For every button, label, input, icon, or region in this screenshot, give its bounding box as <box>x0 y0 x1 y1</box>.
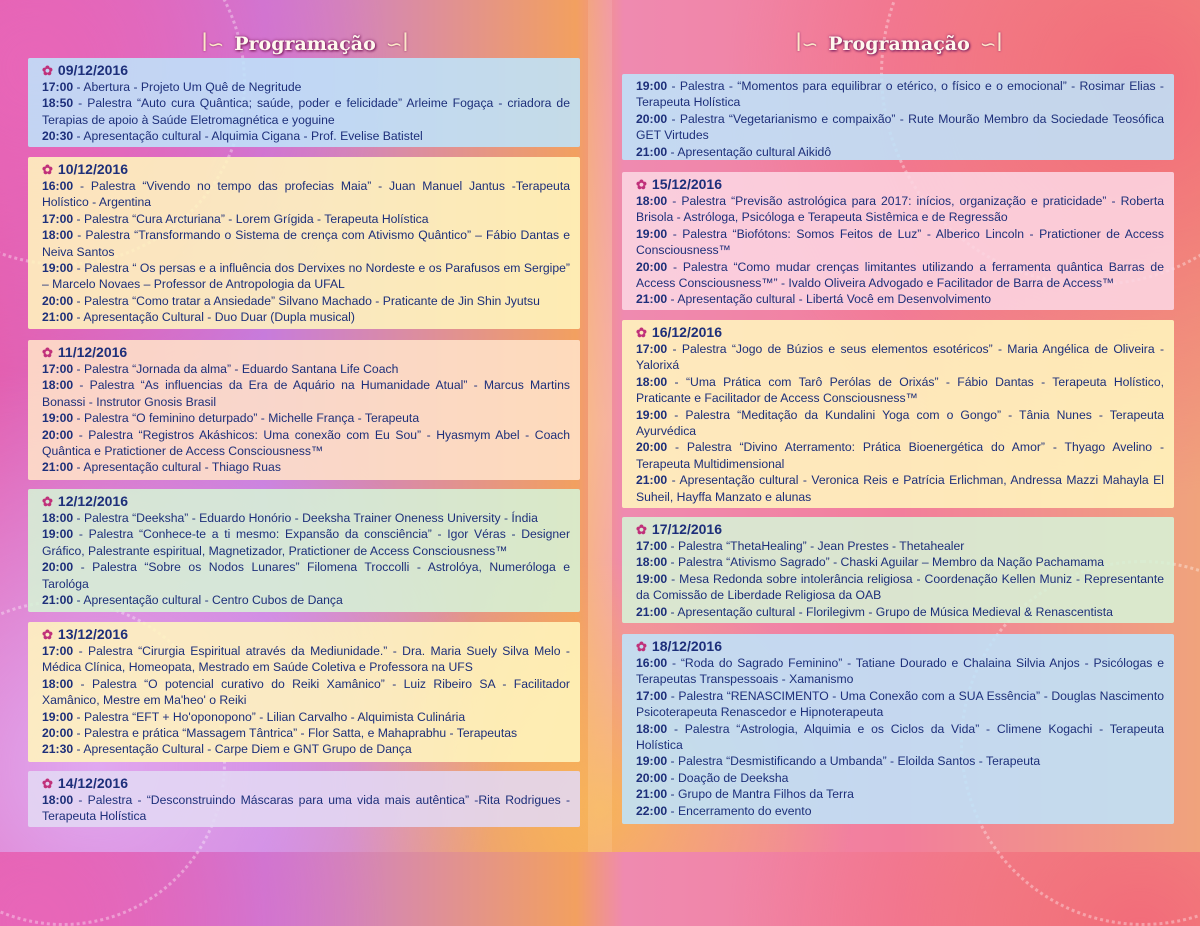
schedule-entry: 18:00 - Palestra “O potencial curativo do Reiki Xamânico” - Luiz Ribeiro SA - Facilitador Xamânico, Mestre em Ma'heo' o Reiki <box>42 676 570 708</box>
swirl-ornament-icon: ∽ꟾ <box>979 33 1003 56</box>
schedule-entry: 17:00 - Abertura - Projeto Um Quê de Negritude <box>42 80 302 94</box>
swirl-ornament-icon: ꟾ∽ <box>201 33 225 56</box>
schedule-entry: 17:00 - Palestra “ThetaHealing” - Jean Prestes - Thetahealer <box>636 539 965 553</box>
left-heading-title: Programação <box>234 33 376 55</box>
schedule-entry: 22:00 - Encerramento do evento <box>636 803 812 818</box>
schedule-entry: 20:00 - Palestra e prática “Massagem Tântrica” - Flor Satta, e Mahaprabhu - Terapeutas <box>42 726 518 741</box>
left-heading <box>28 30 582 58</box>
day-block <box>622 320 1174 508</box>
schedule-entry: 19:00 - Palestra “ Os persas e a influência dos Dervixes no Nordeste e os Parafusos em Sergipe” – Marcelo Novaes – Professor de Antropologia da UFAL <box>42 261 570 292</box>
day-block <box>28 58 580 147</box>
schedule-entry: 21:00 - Apresentação cultural - Florilegivm - Grupo de Música Medieval & Renascentista <box>636 604 1113 619</box>
center-ornament-divider <box>588 0 612 852</box>
day-block <box>28 622 580 762</box>
day-block <box>622 74 1174 160</box>
schedule-entry: 18:00 - Palestra “Deeksha” - Eduardo Honório - Deeksha Trainer Oneness University - Índia <box>42 511 538 525</box>
schedule-entry: 20:00 - Palestra “Divino Aterramento: Prática Bioenergética do Amor” - Thyago Avelino - Terapeuta Multidimensional <box>636 440 1164 471</box>
day-block <box>28 340 580 480</box>
schedule-entry: 18:00 - Palestra “As influencias da Era de Aquário na Humanidade Atual” - Marcus Martins Bonassi - Instrutor Gnosis Brasil <box>42 378 570 409</box>
day-date: ✿ 17/12/2016 <box>636 521 722 537</box>
flower-icon: ✿ <box>42 494 53 509</box>
day-block <box>28 771 580 827</box>
day-date: ✿ 15/12/2016 <box>636 176 722 192</box>
flower-icon: ✿ <box>42 162 53 177</box>
schedule-entry: 16:00 - “Roda do Sagrado Feminino” - Tatiane Dourado e Chalaina Silvia Anjos - Psicólogas e Terapeutas Transpessoais - Xamanismo <box>636 656 1164 687</box>
schedule-entry: 19:00 - Mesa Redonda sobre intolerância religiosa - Coordenação Kellen Muniz - Representante da Comissão de Liberdade Religiosa da OAB <box>636 571 1164 603</box>
right-heading-title: Programação <box>828 33 970 55</box>
schedule-entry: 17:00 - Palestra “Cura Arcturiana” - Lorem Grígida - Terapeuta Holística <box>42 211 429 226</box>
schedule-entry: 21:30 - Apresentação Cultural - Carpe Diem e GNT Grupo de Dança <box>42 742 412 757</box>
schedule-entry: 19:00 - Palestra “EFT + Ho'oponopono” - Lilian Carvalho - Alquimista Culinária <box>42 709 466 724</box>
flower-icon: ✿ <box>636 522 647 537</box>
schedule-entry: 20:00 - Doação de Deeksha <box>636 770 789 785</box>
schedule-entry: 20:30 - Apresentação cultural - Alquimia Cigana - Prof. Evelise Batistel <box>42 129 423 144</box>
day-date: ✿ 16/12/2016 <box>636 324 722 340</box>
flower-icon: ✿ <box>42 63 53 78</box>
day-block <box>622 634 1174 824</box>
schedule-entry: 21:00 - Grupo de Mantra Filhos da Terra <box>636 787 854 802</box>
right-heading <box>622 30 1176 58</box>
schedule-entry: 21:00 - Apresentação Cultural - Duo Duar (Dupla musical) <box>42 310 355 325</box>
schedule-entry: 21:00 - Apresentação cultural Aikidô <box>636 144 832 159</box>
schedule-entry: 21:00 - Apresentação cultural - Thiago Ruas <box>42 460 281 475</box>
day-block <box>622 517 1174 623</box>
schedule-entry: 17:00 - Palestra “Jornada da alma” - Eduardo Santana Life Coach <box>42 362 399 376</box>
day-date: ✿ 11/12/2016 <box>42 344 128 360</box>
schedule-entry: 18:00 - “Uma Prática com Tarô Perólas de Orixás” - Fábio Dantas - Terapeuta Holístico, Praticante e Facilitador de Access Consciousness™ <box>636 374 1164 406</box>
schedule-entry: 19:00 - Palestra - “Momentos para equilibrar o etérico, o físico e o emocional” - Rosimar Elias - Terapeuta Holística <box>636 79 1164 110</box>
schedule-entry: 18:00 - Palestra “Previsão astrológica para 2017: inícios, organização e praticidade” - Roberta Brisola - Astróloga, Psicóloga e Terapeuta Sistêmica e de Regressão <box>636 194 1164 225</box>
day-block <box>622 172 1174 310</box>
schedule-entry: 18:00 - Palestra “Transformando o Sistema de crença com Ativismo Quântico” – Fábio Dantas e Neiva Santos <box>42 228 570 259</box>
schedule-entry: 16:00 - Palestra “Vivendo no tempo das profecias Maia” - Juan Manuel Jantus -Terapeuta Holístico - Argentina <box>42 179 570 210</box>
schedule-entry: 20:00 - Palestra “Registros Akáshicos: Uma conexão com Eu Sou” - Hyasmym Abel - Coach Quântica e Pratictioner de Access Consciousness™ <box>42 427 570 459</box>
schedule-entry: 21:00 - Apresentação cultural - Libertá Você em Desenvolvimento <box>636 292 991 307</box>
day-date: ✿ 14/12/2016 <box>42 775 128 791</box>
day-block <box>28 157 580 329</box>
schedule-entry: 17:00 - Palestra “Jogo de Búzios e seus elementos esotéricos” - Maria Angélica de Oliveira - Yalorixá <box>636 342 1164 373</box>
schedule-entry: 19:00 - Palestra “Biofótons: Somos Feitos de Luz” - Alberico Lincoln - Pratictioner de Access Consciousness™ <box>636 226 1164 258</box>
schedule-entry: 19:00 - Palestra “O feminino deturpado” - Michelle França - Terapeuta <box>42 411 420 426</box>
day-block <box>28 489 580 612</box>
schedule-entry: 17:00 - Palestra “Cirurgia Espiritual através da Mediunidade.” - Dra. Maria Suely Silva Melo - Médica Clínica, Homeopata, Mestrado em Saúde Coletiva e Professora na UFS <box>42 644 570 675</box>
schedule-entry: 20:00 - Palestra “Vegetarianismo e compaixão” - Rute Mourão Membro da Sociedade Teosófica GET Virtudes <box>636 111 1164 143</box>
schedule-entry: 18:50 - Palestra “Auto cura Quântica; saúde, poder e felicidade” Arleime Fogaça - criadora de Terapias de apoio à Saúde Eletromagnética e yoguine <box>42 96 570 127</box>
schedule-entry: 19:00 - Palestra “Desmistificando a Umbanda” - Eloilda Santos - Terapeuta <box>636 754 1041 769</box>
flower-icon: ✿ <box>42 345 53 360</box>
schedule-entry: 21:00 - Apresentação cultural - Veronica Reis e Patrícia Erlichman, Andressa Mazzi Mahayla El Suheil, Hayffa Manzato e alunas <box>636 473 1164 504</box>
day-date: ✿ 13/12/2016 <box>42 626 128 642</box>
schedule-entry: 20:00 - Palestra “Sobre os Nodos Lunares” Filomena Troccolli - Astrolóya, Numeróloga e Tarológa <box>42 560 570 591</box>
schedule-entry: 18:00 - Palestra “Astrologia, Alquimia e os Ciclos da Vida” - Climene Kogachi - Terapeuta Holística <box>636 721 1164 753</box>
swirl-ornament-icon: ꟾ∽ <box>795 33 819 56</box>
schedule-entry: 18:00 - Palestra “Ativismo Sagrado” - Chaski Aguilar – Membro da Nação Pachamama <box>636 555 1105 570</box>
flower-icon: ✿ <box>636 639 647 654</box>
schedule-entry: 19:00 - Palestra “Conhece-te a ti mesmo: Expansão da consciência” - Igor Véras - Designer Gráfico, Palestrante espiritual, Magnetizador, Pratictioner de Access Consciousness™ <box>42 527 570 558</box>
flower-icon: ✿ <box>42 776 53 791</box>
schedule-entry: 17:00 - Palestra “RENASCIMENTO - Uma Conexão com a SUA Essência” - Douglas Nascimento Psicoterapeuta Renascedor e Hipnoterapeuta <box>636 688 1164 720</box>
schedule-entry: 19:00 - Palestra “Meditação da Kundalini Yoga com o Gongo” - Tânia Nunes - Terapeuta Ayurvédica <box>636 407 1164 439</box>
swirl-ornament-icon: ∽ꟾ <box>385 33 409 56</box>
day-date: ✿ 09/12/2016 <box>42 62 128 78</box>
schedule-entry: 20:00 - Palestra “Como tratar a Ansiedade” Silvano Machado - Praticante de Jin Shin Jyutsu <box>42 293 540 308</box>
flower-icon: ✿ <box>636 325 647 340</box>
day-date: ✿ 12/12/2016 <box>42 493 128 509</box>
schedule-entry: 20:00 - Palestra “Como mudar crenças limitantes utilizando a ferramenta quântica Barras de Access Consciousness™” - Ivaldo Oliveira Advogado e Facilitador de Barra de Access™ <box>636 259 1164 291</box>
flower-icon: ✿ <box>636 177 647 192</box>
schedule-entry: 18:00 - Palestra - “Desconstruindo Máscaras para uma vida mais autêntica” -Rita Rodrigues - Terapeuta Holística <box>42 793 570 824</box>
day-date: ✿ 10/12/2016 <box>42 161 128 177</box>
schedule-entry: 21:00 - Apresentação cultural - Centro Cubos de Dança <box>42 593 343 608</box>
day-date: ✿ 18/12/2016 <box>636 638 722 654</box>
flower-icon: ✿ <box>42 627 53 642</box>
